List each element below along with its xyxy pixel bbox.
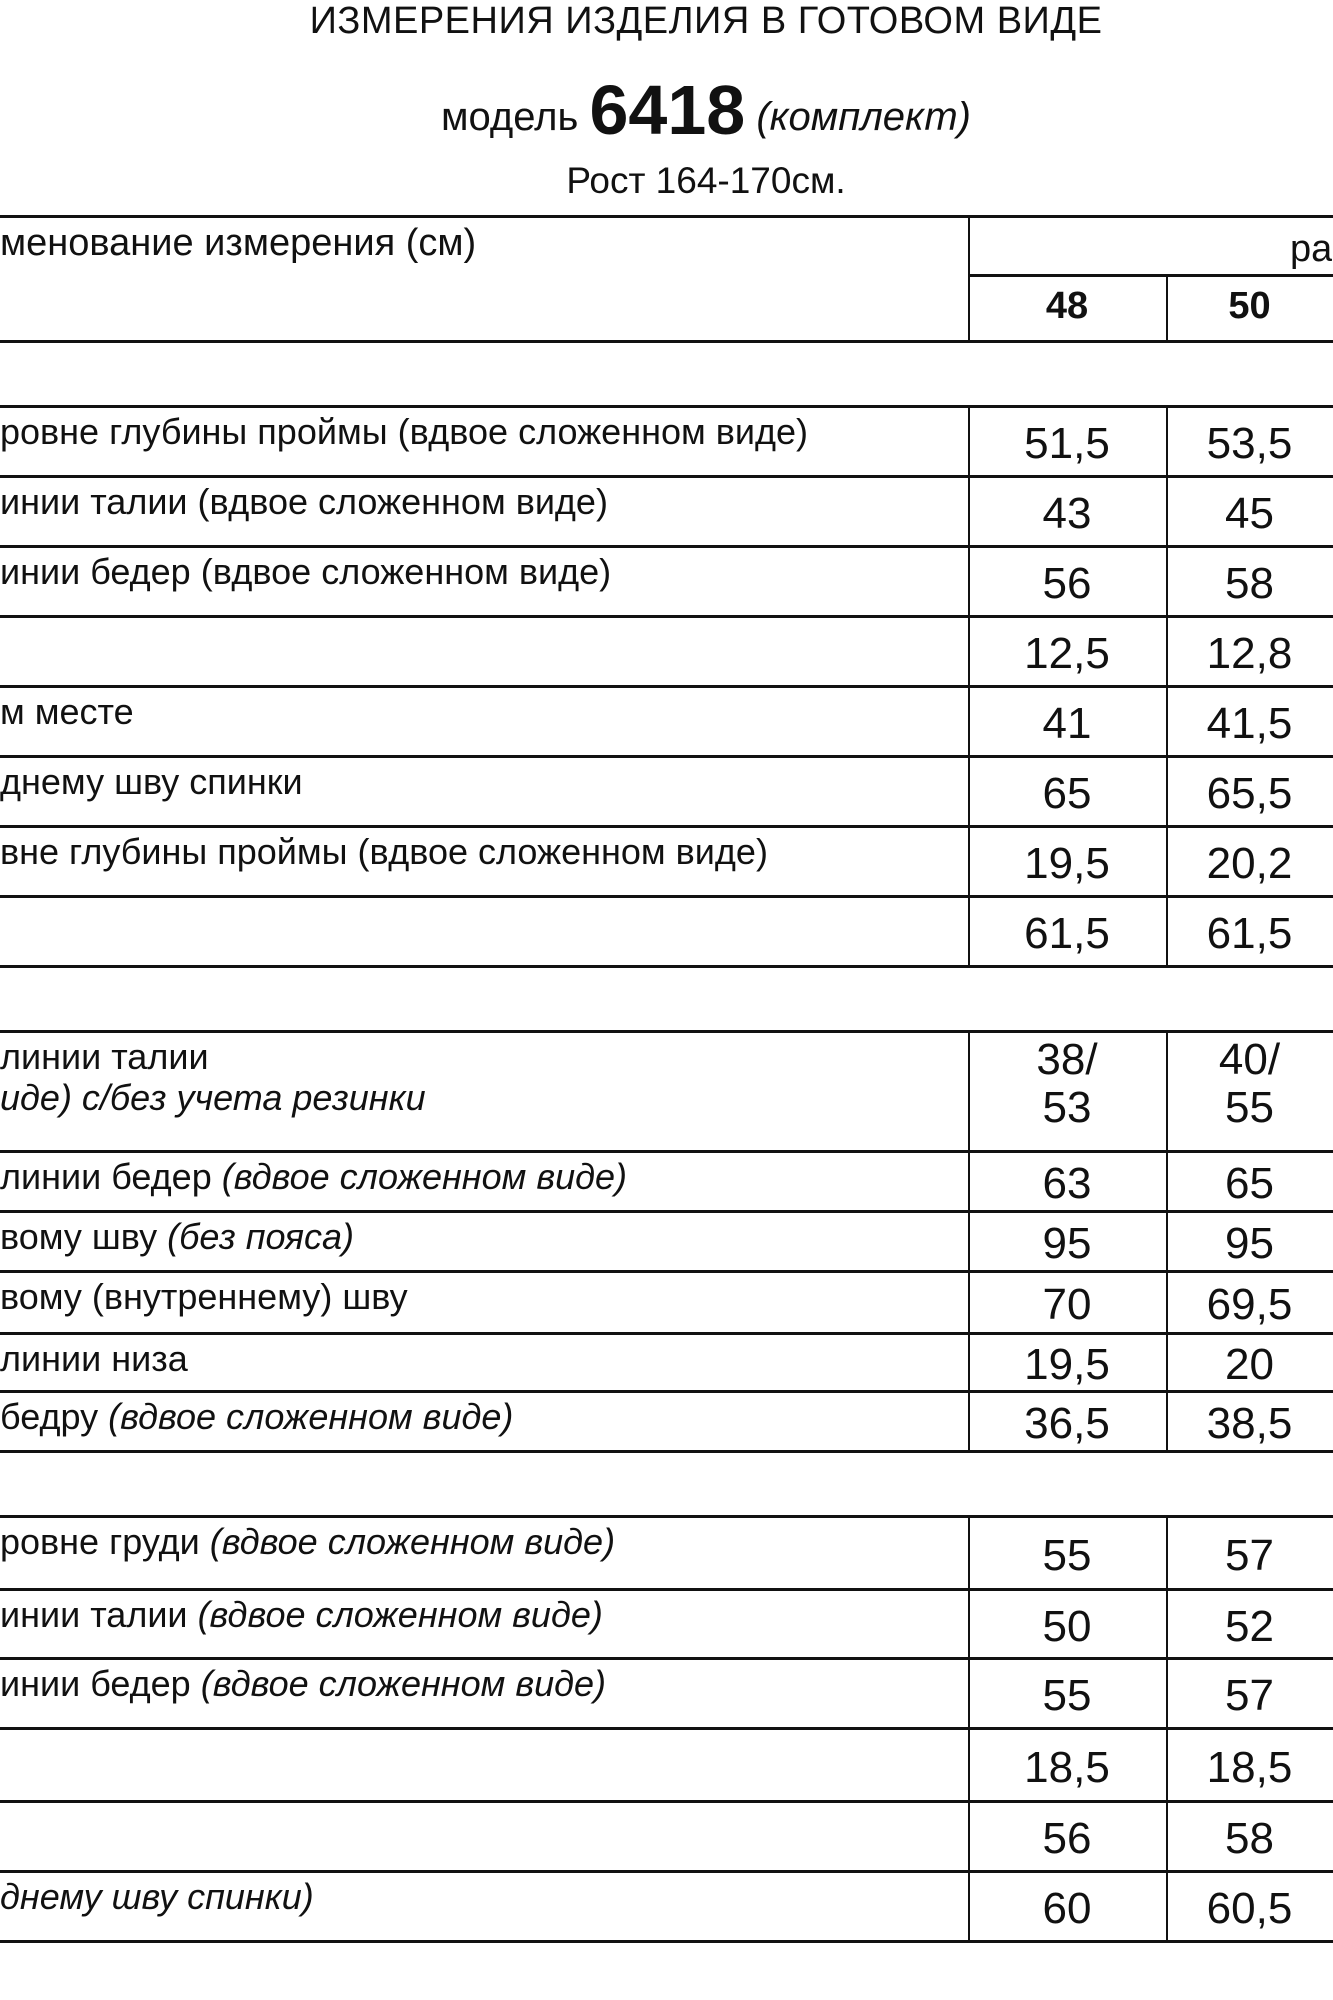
size-48-value: 41: [1042, 700, 1092, 748]
label-text: линии бедер: [0, 1156, 212, 1197]
row-divider: [0, 1727, 1333, 1730]
size-48-value: 51,5: [1024, 420, 1110, 468]
measurement-label: [0, 1338, 960, 1379]
size-50-value: 57: [1225, 1531, 1274, 1580]
label-note: (вдвое сложенном виде): [221, 1156, 628, 1197]
size-48-value: 55: [1042, 1531, 1092, 1580]
measurement-label: [0, 691, 960, 732]
row-divider: [0, 1800, 1333, 1803]
row-divider: [0, 475, 1333, 478]
size-48: 48: [1045, 285, 1089, 327]
measurement-label: [0, 1036, 960, 1119]
label-text: линии талии: [0, 1036, 209, 1077]
size-48-value: 19,5: [1024, 840, 1110, 888]
size-50-value: 41,5: [1206, 700, 1293, 748]
size-50-value: 58: [1225, 560, 1274, 608]
label-text: вому (внутреннему) шву: [0, 1276, 408, 1317]
label-text: вому шву: [0, 1216, 158, 1257]
size-48-value: 18,5: [1024, 1743, 1110, 1792]
header-bottom-border: [0, 340, 1333, 343]
height-range: Рост 164-170см.: [566, 160, 846, 201]
size-50-value: 58: [1225, 1815, 1274, 1863]
model-number: 6418: [589, 71, 746, 149]
size-50-value: 38,5: [1206, 1400, 1293, 1448]
size-48-value: 50: [1042, 1602, 1092, 1651]
label-text: ровне груди: [0, 1521, 200, 1562]
label-note: (вдвое сложенном виде): [209, 1521, 616, 1562]
row-divider: [0, 1870, 1333, 1873]
size-50-value: 12,8: [1206, 630, 1293, 678]
row-divider: [0, 615, 1333, 618]
label-note: (без пояса): [167, 1216, 355, 1257]
size-50-value: 65: [1225, 1160, 1274, 1208]
size-48-value: 55: [1042, 1672, 1092, 1720]
label-note: (вдвое сложенном виде): [108, 1396, 514, 1437]
row-divider: [0, 1150, 1333, 1153]
row-divider: [0, 1450, 1333, 1453]
measurement-label: [0, 411, 960, 452]
size-48-value: 70: [1042, 1281, 1092, 1329]
size-50-value: 20: [1225, 1341, 1274, 1389]
measurement-label: [0, 481, 960, 522]
size-48-value: 60: [1042, 1885, 1092, 1933]
label-text: инии талии (вдвое сложенном виде): [0, 481, 608, 522]
measurement-label: [0, 1396, 960, 1437]
model-line: [0, 70, 1333, 150]
size-50-value: 20,2: [1206, 840, 1293, 888]
model-prefix: модель: [441, 95, 579, 139]
size-50-value: 18,5: [1206, 1743, 1293, 1792]
label-text: линии низа: [0, 1338, 188, 1379]
size-48-value: 56: [1042, 1815, 1092, 1863]
label-text: м месте: [0, 691, 134, 732]
size-48-value: 95: [1042, 1220, 1092, 1268]
measurement-label: [0, 1216, 960, 1257]
size-50-value: 45: [1225, 490, 1274, 538]
label-note: иде) с/без учета резинки: [0, 1077, 426, 1119]
row-divider: [0, 895, 1333, 898]
label-text: инии талии: [0, 1594, 188, 1635]
measurement-label: [0, 1663, 960, 1704]
row-divider: [0, 1657, 1333, 1660]
label-note: днему шву спинки): [0, 1876, 314, 1917]
row-divider: [0, 965, 1333, 968]
measurement-label: [0, 551, 960, 592]
size-50-value: 69,5: [1206, 1281, 1293, 1329]
size-50-value: 65,5: [1206, 770, 1293, 818]
size-48-value: 61,5: [1024, 910, 1110, 958]
row-divider: [0, 1332, 1333, 1335]
size-50-value: 57: [1225, 1672, 1274, 1720]
size-50-value: 95: [1225, 1220, 1274, 1268]
model-suffix: (комплект): [756, 95, 971, 139]
size-48-value: 36,5: [1024, 1400, 1110, 1448]
row-divider: [0, 1940, 1333, 1943]
measurement-label: [0, 1876, 960, 1917]
document-title: ИЗМЕРЕНИЯ ИЗДЕЛИЯ В ГОТОВОМ ВИДЕ: [309, 0, 1103, 42]
row-divider: [0, 685, 1333, 688]
size-48-value: 12,5: [1024, 630, 1110, 678]
measurement-label: [0, 761, 960, 802]
section-top-border: [0, 1515, 1333, 1518]
size-48-value: 65: [1042, 770, 1092, 818]
size-48-value: 43: [1042, 490, 1092, 538]
size-50-value: 40/ 55: [1218, 1036, 1281, 1133]
label-text: днему шву спинки: [0, 761, 303, 802]
label-text: вне глубины проймы (вдвое сложенном виде): [0, 831, 768, 872]
size-48-value: 63: [1042, 1160, 1092, 1208]
measurement-label: [0, 1276, 960, 1317]
row-divider: [0, 1210, 1333, 1213]
size-48-value: 56: [1042, 560, 1092, 608]
label-text: ровне глубины проймы (вдвое сложенном виде): [0, 411, 808, 452]
row-divider: [0, 545, 1333, 548]
size-48-value: 19,5: [1024, 1341, 1110, 1389]
measurement-label: [0, 1156, 960, 1197]
size-50-value: 60,5: [1206, 1885, 1293, 1933]
size-48-value: 38/ 53: [1036, 1036, 1098, 1133]
size-50: 50: [1228, 285, 1271, 327]
size-header: ра: [1290, 228, 1333, 270]
size-header-divider: [968, 274, 1333, 277]
row-divider: [0, 755, 1333, 758]
label-note: (вдвое сложенном виде): [200, 1663, 607, 1704]
label-note: (вдвое сложенном виде): [197, 1594, 603, 1635]
label-text: инии бедер (вдвое сложенном виде): [0, 551, 612, 592]
section-top-border: [0, 405, 1333, 408]
row-divider: [0, 1270, 1333, 1273]
section-top-border: [0, 1030, 1333, 1033]
row-divider: [0, 1588, 1333, 1591]
column-header-name: менование измерения (см): [0, 222, 477, 264]
size-50-value: 61,5: [1206, 910, 1293, 958]
row-divider: [0, 825, 1333, 828]
size-50-value: 52: [1225, 1602, 1274, 1651]
label-text: инии бедер: [0, 1663, 191, 1704]
table-top-border: [0, 215, 1333, 218]
measurement-label: [0, 831, 960, 872]
label-text: бедру: [0, 1396, 99, 1437]
size-50-value: 53,5: [1206, 420, 1293, 468]
measurement-label: [0, 1594, 960, 1635]
measurement-label: [0, 1521, 960, 1562]
row-divider: [0, 1390, 1333, 1393]
